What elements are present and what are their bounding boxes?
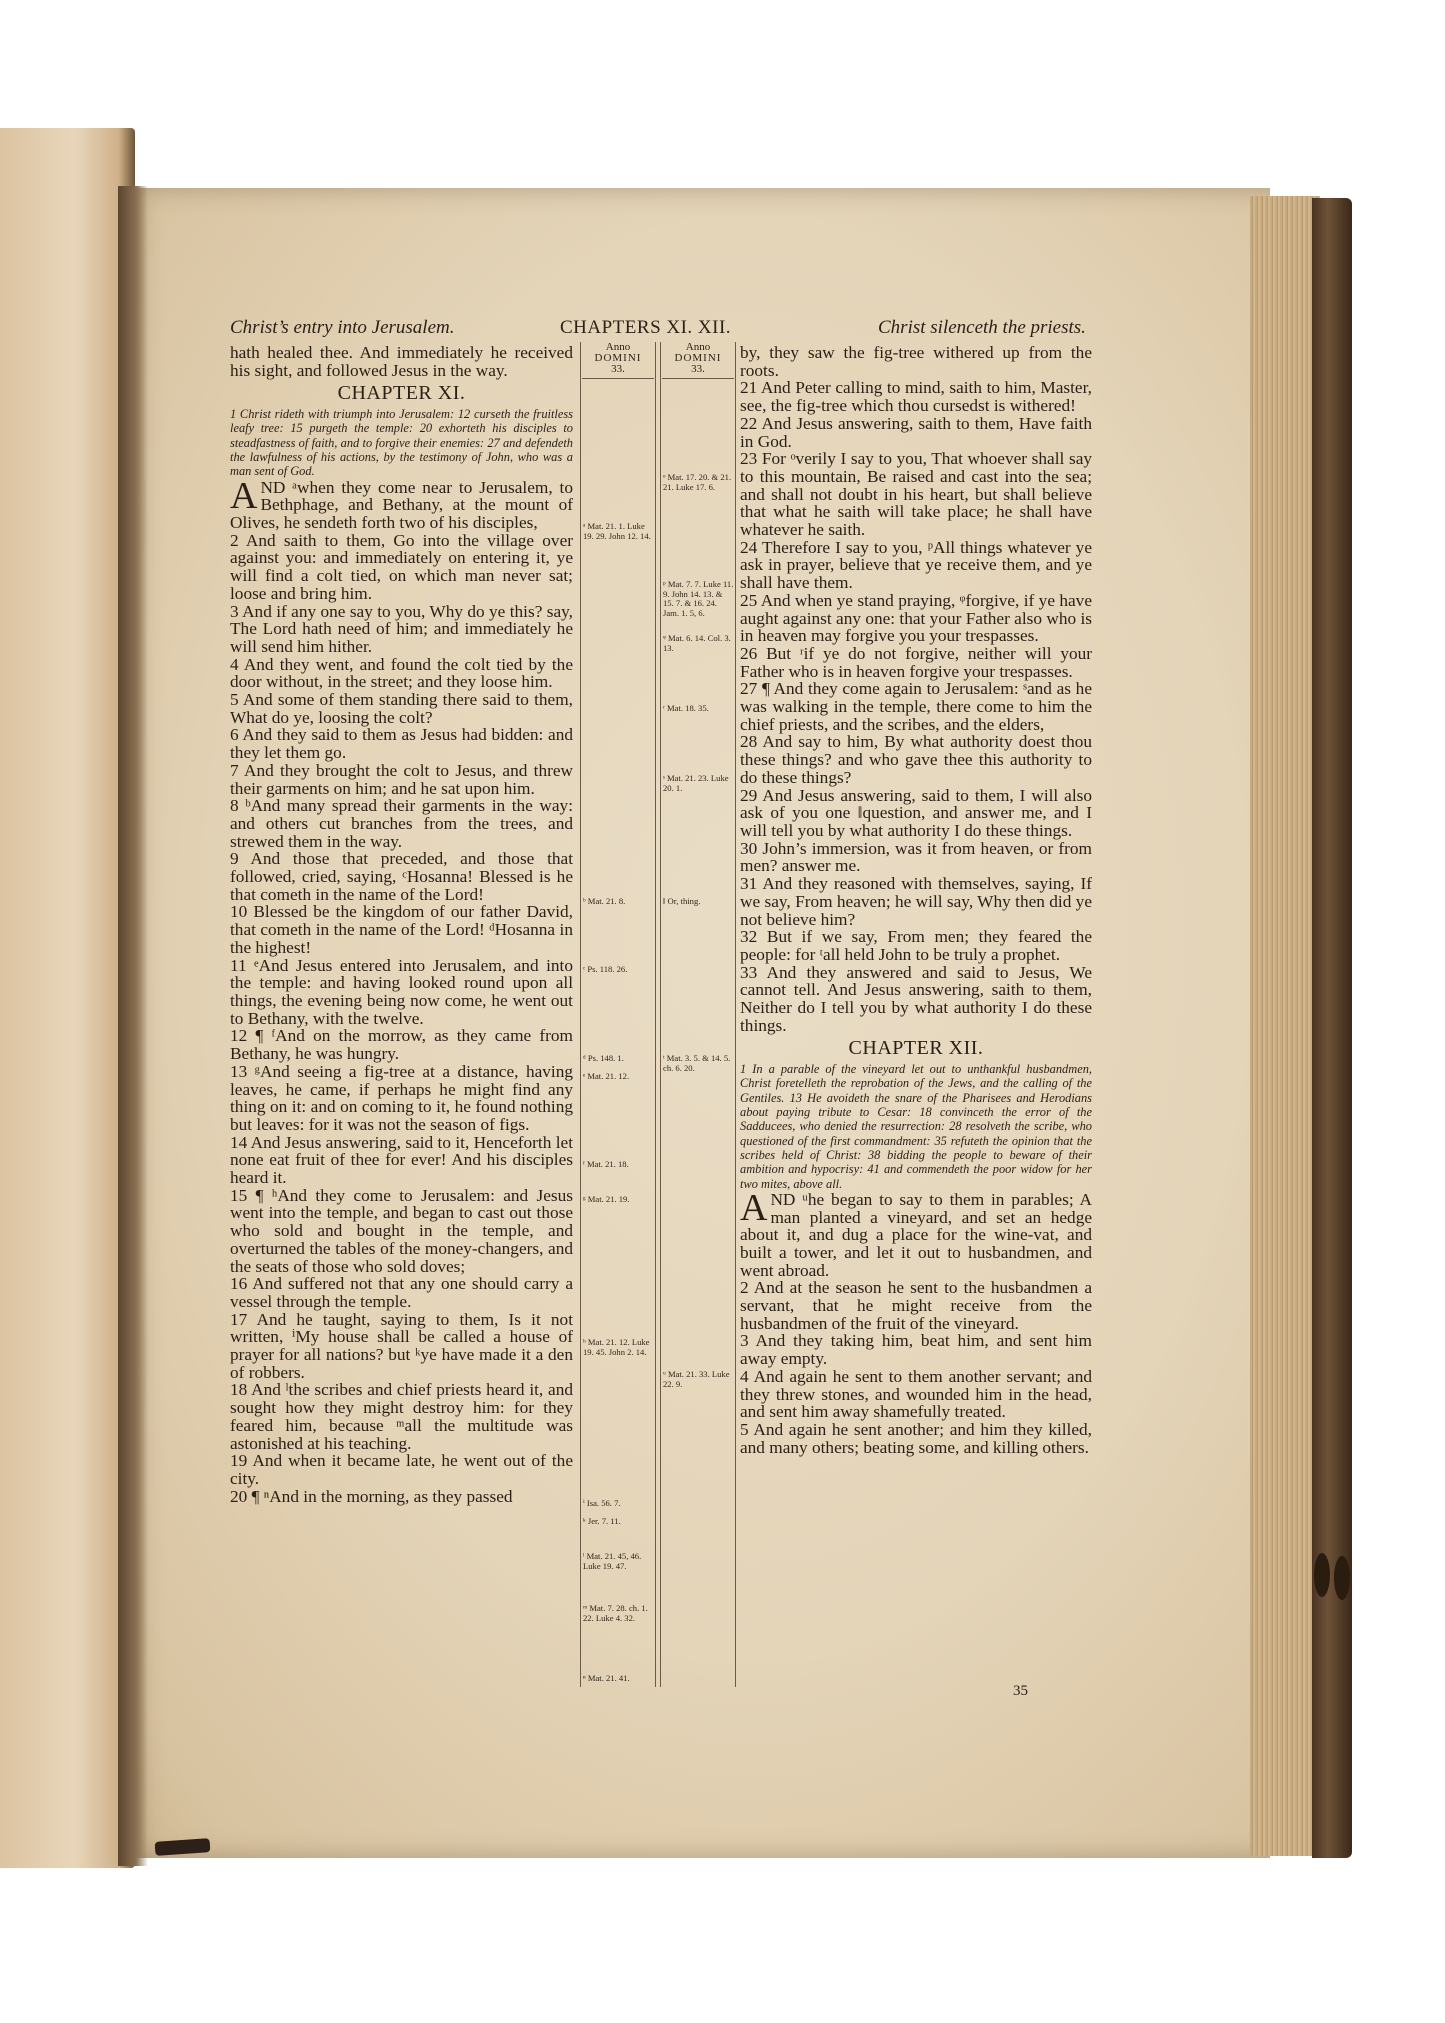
verse: 6 And they said to them as Jesus had bidden: and they let them go. bbox=[230, 725, 573, 763]
verse: 17 And he taught, saying to them, Is it not written, ⁱMy house shall be called a house of prayer for all nations? but ᵏye have made it a den of robbers. bbox=[230, 1309, 573, 1382]
anno-label: Anno bbox=[605, 341, 631, 353]
verse-text: ND ᵘhe began to say to them in parables; A man planted a vineyard, and set an hedge about it, and dug a place for the wine-vat, and built a tower, and let it out to husbandmen, and went abroad. bbox=[740, 1189, 1092, 1280]
page-edges bbox=[1250, 196, 1320, 1856]
verse-text: ND ᵃwhen they come near to Jerusalem, to Bethphage, and Bethany, at the mount of Olives, he sendeth forth two of his disciples, bbox=[230, 477, 573, 532]
anno-label: Anno bbox=[685, 341, 711, 353]
drop-cap: A bbox=[740, 1186, 768, 1229]
verse: 23 For ᵒverily I say to you, That whoever shall say to this mountain, Be raised and cast into the sea; and shall not doubt in his heart, but shall believe that what he saith will take place; he shall have whatever he saith. bbox=[740, 449, 1092, 540]
verse: 30 John’s immersion, was it from heaven, or from men? answer me. bbox=[740, 838, 1092, 876]
cross-reference: ᵐ Mat. 7. 28. ch. 1. 22. Luke 4. 32. bbox=[583, 1603, 648, 1623]
cross-reference: ˢ Mat. 21. 23. Luke 20. 1. bbox=[663, 773, 729, 793]
cross-reference: ‖ Or, thing. bbox=[663, 896, 701, 906]
cross-reference: ᵗ Mat. 3. 5. & 14. 5. ch. 6. 20. bbox=[663, 1053, 731, 1073]
book-cover-edge bbox=[1312, 198, 1352, 1858]
verse: 16 And suffered not that any one should carry a vessel through the temple. bbox=[230, 1274, 573, 1311]
verse: 15 ¶ ʰAnd they come to Jerusalem: and Jesus went into the temple, and began to cast out those who sold and bought in the temple, and overturned the tables of the money-changers, and the seats of those who sold doves; bbox=[230, 1185, 573, 1276]
cross-reference: ᵒ Mat. 17. 20. & 21. 21. Luke 17. 6. bbox=[663, 472, 732, 492]
cross-reference: ⁱ Isa. 56. 7. bbox=[583, 1498, 621, 1508]
cross-reference: ᵍ Mat. 21. 19. bbox=[583, 1194, 630, 1204]
verse: 27 ¶ And they come again to Jerusalem: ˢand as he was walking in the temple, there come to him the chief priests, and the scribes, and the elders, bbox=[740, 679, 1092, 734]
anno-domini-label: DOMINI bbox=[594, 352, 642, 364]
anno-domini-label: DOMINI bbox=[674, 352, 722, 364]
verse: 3 And if any one say to you, Why do ye this? say, The Lord hath need of him; and immediately he will send him hither. bbox=[230, 601, 573, 656]
verse-continuation: hath healed thee. And immediately he received his sight, and followed Jesus in the way. bbox=[230, 343, 573, 380]
verse: 4 And again he sent to them another servant; and they threw stones, and wounded him in the head, and sent him away shamefully treated. bbox=[740, 1366, 1092, 1422]
anno-domini-left bbox=[582, 342, 654, 379]
cross-reference: ᶜ Ps. 118. 26. bbox=[583, 964, 628, 974]
column-rule bbox=[580, 342, 581, 1687]
cross-reference: ᵘ Mat. 21. 33. Luke 22. 9. bbox=[663, 1369, 730, 1389]
cross-reference: ᵖ Mat. 7. 7. Luke 11. 9. John 14. 13. & 15. 7. & 16. 24. Jam. 1. 5, 6. bbox=[663, 579, 734, 618]
column-rule bbox=[660, 342, 661, 1687]
verse bbox=[230, 474, 573, 532]
verse: 19 And when it became late, he went out of the city. bbox=[230, 1451, 573, 1488]
left-text-column bbox=[230, 344, 573, 1505]
verse: 14 And Jesus answering, said to it, Henceforth let none eat fruit of thee for ever! And his disciples heard it. bbox=[230, 1132, 573, 1188]
chapter-summary: 1 Christ rideth with triumph into Jerusalem: 12 curseth the fruitless leafy tree: 15 purgeth the temple: 20 exhorteth his disciples to steadfastness of faith, and to forgive their enemies: 27 and defendeth the lawfulness of his actions, by the testimony of John, who was a man sent of God. bbox=[230, 407, 573, 479]
cross-reference: ᶠ Mat. 21. 18. bbox=[583, 1159, 629, 1169]
verse: 3 And they taking him, beat him, and sent him away empty. bbox=[740, 1331, 1092, 1369]
cross-reference: ᵈ Ps. 148. 1. bbox=[583, 1053, 624, 1063]
verse: 26 But ʳif ye do not forgive, neither will your Father who is in heaven forgive your trespasses. bbox=[740, 643, 1092, 681]
anno-year: 33. bbox=[691, 363, 705, 375]
cross-reference: ⁿ Mat. 21. 41. bbox=[583, 1673, 630, 1683]
verse: 9 And those that preceded, and those that followed, cried, saying, ᶜHosanna! Blessed is he that cometh in the name of the Lord! bbox=[230, 849, 573, 904]
column-rule bbox=[735, 342, 736, 1687]
page-number: 35 bbox=[1013, 1683, 1028, 1699]
cross-reference: ᵏ Jer. 7. 11. bbox=[583, 1516, 621, 1526]
cross-reference: ᵠ Mat. 6. 14. Col. 3. 13. bbox=[663, 633, 731, 653]
column-rule bbox=[655, 342, 656, 1687]
verse: 4 And they went, and found the colt tied by the door without, in the street; and they loose him. bbox=[230, 654, 573, 692]
cross-reference: ᵃ Mat. 21. 1. Luke 19. 29. John 12. 14. bbox=[583, 521, 651, 541]
verse: 24 Therefore I say to you, ᵖAll things whatever ye ask in prayer, believe that ye receive them, and ye shall have them. bbox=[740, 537, 1092, 593]
chapter-heading: CHAPTER XI. bbox=[337, 382, 466, 405]
running-head-left: Christ’s entry into Jerusalem. bbox=[230, 317, 455, 338]
cross-reference: ᵉ Mat. 21. 12. bbox=[583, 1071, 630, 1081]
verse: 32 But if we say, From men; they feared the people: for ᵗall held John to be truly a prophet. bbox=[740, 927, 1092, 964]
drop-cap: A bbox=[230, 474, 258, 517]
cross-reference: ˡ Mat. 21. 45, 46. Luke 19. 47. bbox=[583, 1551, 642, 1571]
running-head-right: Christ silenceth the priests. bbox=[878, 317, 1086, 338]
cross-reference: ʳ Mat. 18. 35. bbox=[663, 703, 709, 713]
verse: 7 And they brought the colt to Jesus, and threw their garments on him; and he sat upon him. bbox=[230, 760, 573, 798]
verse: 2 And at the season he sent to the husbandmen a servant, that he might receive from the husbandmen of the fruit of the vineyard. bbox=[740, 1278, 1092, 1333]
verse: 2 And saith to them, Go into the village over against you: and immediately on entering it, ye will find a colt tied, on which man never sat; loose and bring him. bbox=[230, 530, 573, 603]
verse: 22 And Jesus answering, saith to them, Have faith in God. bbox=[740, 413, 1092, 451]
verse: 25 And when ye stand praying, ᵠforgive, if ye have aught against any one: that your Father also who is in heaven may forgive you your trespasses. bbox=[740, 590, 1092, 646]
verse: 13 ᵍAnd seeing a fig-tree at a distance, having leaves, he came, if perhaps he might find any thing on it: and on coming to it, he found nothing but leaves: for it was not the season of figs. bbox=[230, 1061, 573, 1134]
verse: 28 And say to him, By what authority doest thou these things? and who gave thee this authority to do these things? bbox=[740, 732, 1092, 787]
anno-domini-right bbox=[662, 342, 734, 379]
verse: 31 And they reasoned with themselves, saying, If we say, From heaven; he will say, Why then did ye not believe him? bbox=[740, 874, 1092, 929]
spine-gutter bbox=[118, 186, 148, 1866]
verse bbox=[740, 1186, 1092, 1280]
cover-worn-spot bbox=[1334, 1556, 1350, 1600]
verse: 18 And ˡthe scribes and chief priests heard it, and sought how they might destroy him: for they feared him, because ᵐall the multitude was astonished at his teaching. bbox=[230, 1380, 573, 1453]
verse: 21 And Peter calling to mind, saith to him, Master, see, the fig-tree which thou cursedst is withered! bbox=[740, 378, 1092, 416]
verse: 5 And some of them standing there said to them, What do ye, loosing the colt? bbox=[230, 690, 573, 727]
anno-year: 33. bbox=[611, 363, 625, 375]
cross-reference: ʰ Mat. 21. 12. Luke 19. 45. John 2. 14. bbox=[583, 1337, 650, 1357]
verse: 11 ᵉAnd Jesus entered into Jerusalem, and into the temple: and having looked round upon all things, the evening being now come, he went out to Bethany, with the twelve. bbox=[230, 955, 573, 1028]
left-facing-page bbox=[0, 128, 135, 1868]
verse: 10 Blessed be the kingdom of our father David, that cometh in the name of the Lord! ᵈHosanna in the highest! bbox=[230, 902, 573, 957]
chapter-heading: CHAPTER XII. bbox=[848, 1037, 984, 1060]
cross-reference: ᵇ Mat. 21. 8. bbox=[583, 896, 626, 906]
running-head-center: CHAPTERS XI. XII. bbox=[560, 317, 732, 338]
verse: 5 And again he sent another; and him they killed, and many others; beating some, and killing others. bbox=[740, 1419, 1092, 1457]
cover-worn-spot bbox=[1314, 1553, 1330, 1597]
verse: 29 And Jesus answering, said to them, I will also ask of you one ‖question, and answer me, and I will tell you by what authority I do these things. bbox=[740, 785, 1092, 840]
verse-continuation: by, they saw the fig-tree withered up from the roots. bbox=[740, 343, 1092, 380]
verse: 33 And they answered and said to Jesus, We cannot tell. And Jesus answering, saith to them, Neither do I tell you by what authority I do these things. bbox=[740, 962, 1092, 1035]
verse: 12 ¶ ᶠAnd on the morrow, as they came from Bethany, he was hungry. bbox=[230, 1026, 573, 1064]
chapter-summary: 1 In a parable of the vineyard let out to unthankful husbandmen, Christ foretelleth the reprobation of the Jews, and the calling of the Gentiles. 13 He avoideth the snare of the Pharisees and Herodians about paying tribute to Cesar: 18 convinceth the error of the Sadducees, who denied the resurrection: 28 resolveth the scribe, who questioned of the first commandment: 35 refuteth the opinion that the scribes held of Christ: 38 bidding the people to beware of their ambition and hypocrisy: 41 and commendeth the poor widow for her two mites, above all. bbox=[740, 1062, 1092, 1191]
verse: 8 ᵇAnd many spread their garments in the way: and others cut branches from the trees, and strewed them in the way. bbox=[230, 796, 573, 851]
right-text-column bbox=[740, 344, 1092, 1456]
verse: 20 ¶ ⁿAnd in the morning, as they passed bbox=[230, 1486, 513, 1506]
left-page-bleed-text bbox=[6, 253, 124, 263]
